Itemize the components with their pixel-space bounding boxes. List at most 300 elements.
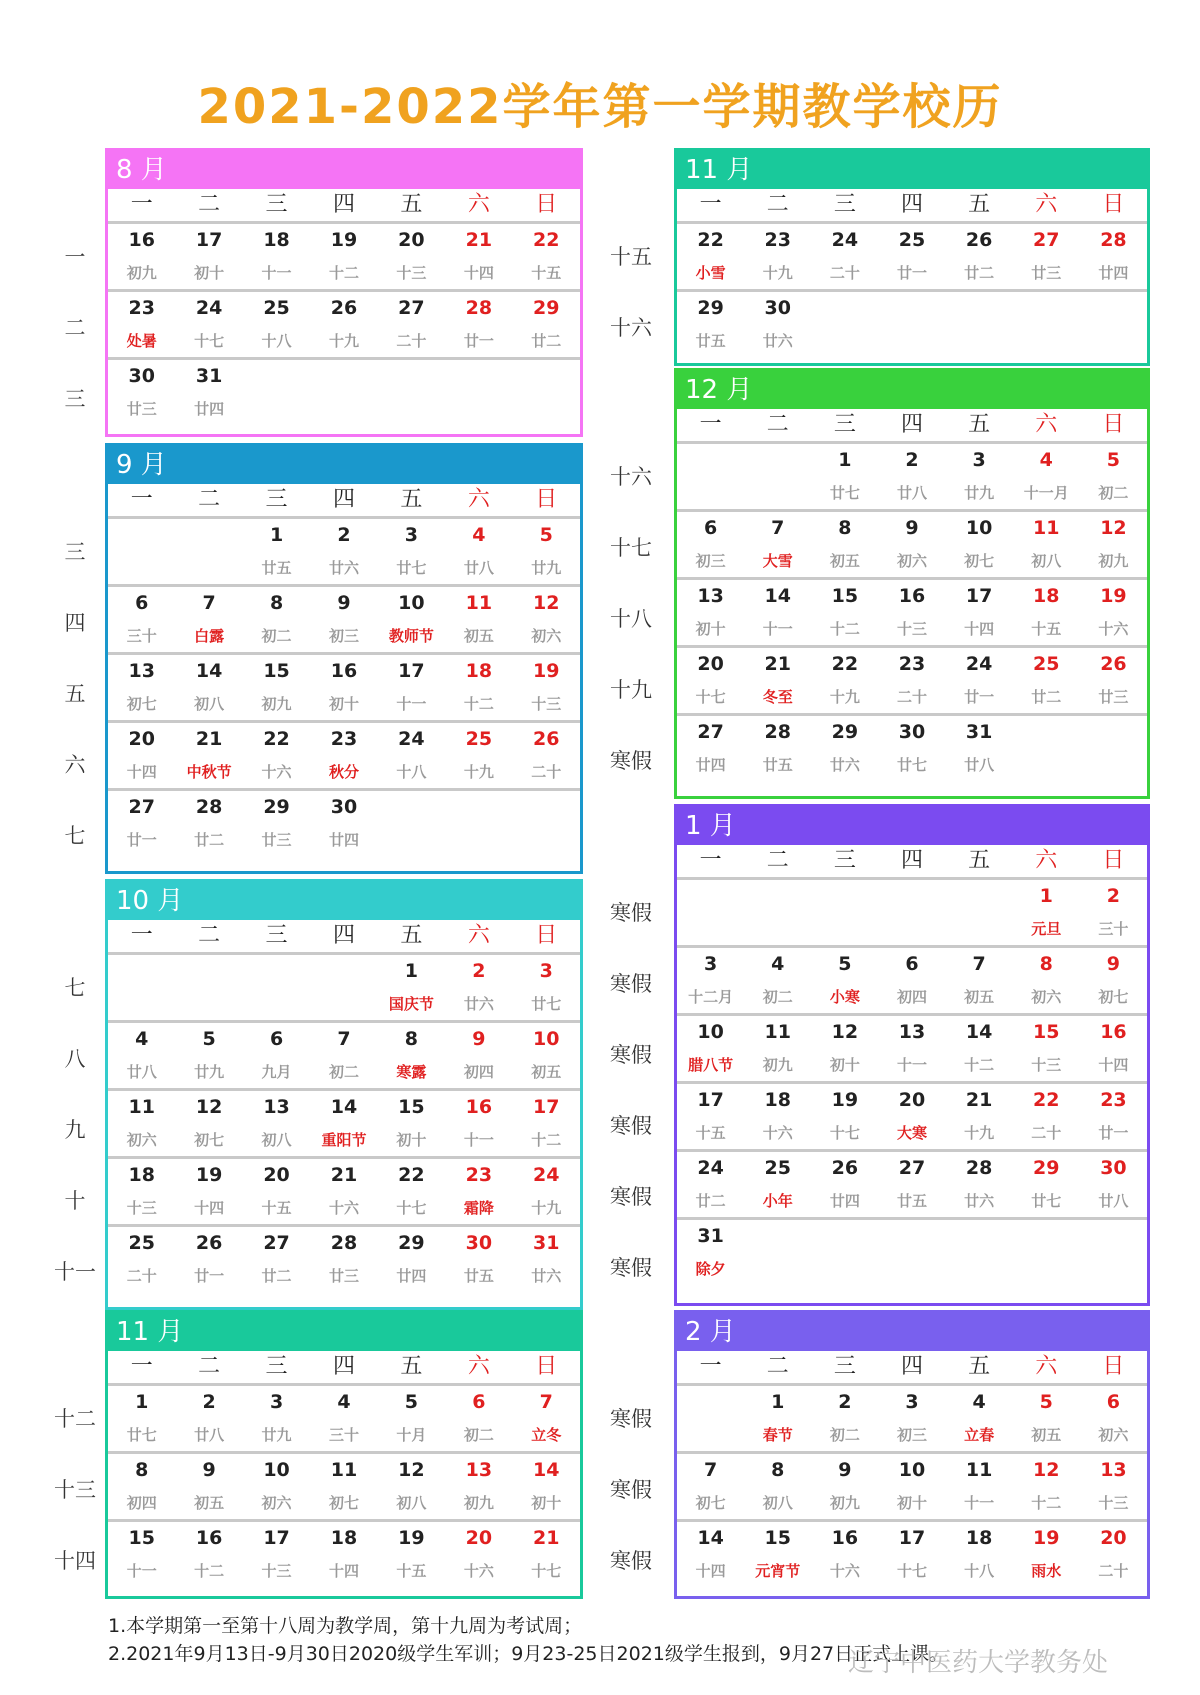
holiday-label: 春节 [762, 1426, 793, 1444]
lunar-date: 廿一 [126, 831, 157, 849]
teaching-week-label: 寒假 [610, 1184, 652, 1209]
teaching-week-label: 十四 [54, 1548, 96, 1573]
lunar-date: 廿三 [1098, 688, 1129, 706]
day-cell [1080, 224, 1147, 289]
day-cell [513, 1386, 580, 1451]
day-number: 20 [398, 229, 425, 251]
lunar-date: 廿六 [531, 1267, 562, 1285]
lunar-date: 廿六 [762, 332, 793, 350]
day-number: 18 [263, 229, 290, 251]
weekday-label: 三 [265, 487, 288, 512]
day-number: 14 [195, 660, 223, 682]
day-cell [677, 1220, 744, 1288]
day-cell [310, 1454, 377, 1519]
day-cell [1013, 948, 1080, 1013]
day-cell [243, 224, 310, 289]
footnotes [108, 1612, 948, 1668]
lunar-date: 廿三 [328, 1267, 359, 1285]
day-number: 19 [330, 229, 358, 251]
day-number: 24 [533, 1164, 560, 1186]
day-number: 18 [128, 1164, 155, 1186]
day-number: 20 [898, 1089, 926, 1111]
teaching-week-label: 寒假 [610, 1042, 652, 1067]
day-cell [513, 1227, 580, 1295]
lunar-date: 初九 [261, 695, 292, 713]
weekday-header-row [677, 1351, 1147, 1386]
week-row [108, 1386, 580, 1454]
lunar-date: 十三 [1031, 1056, 1062, 1074]
holiday-label: 除夕 [695, 1260, 726, 1278]
holiday-label: 小雪 [695, 264, 726, 282]
day-cell [243, 1227, 310, 1295]
teaching-week-label: 寒假 [610, 1406, 652, 1431]
day-number: 7 [771, 517, 785, 539]
holiday-label: 小寒 [829, 988, 860, 1006]
day-number: 18 [1033, 585, 1060, 607]
day-number: 26 [965, 229, 993, 251]
day-cell [108, 519, 175, 584]
day-cell [878, 880, 945, 945]
day-number: 12 [831, 1021, 859, 1043]
day-number: 25 [465, 728, 493, 750]
day-number: 31 [533, 1232, 560, 1254]
week-row [677, 292, 1147, 360]
day-cell [677, 880, 744, 945]
lunar-date: 初二 [328, 1063, 359, 1081]
holiday-label: 秋分 [328, 763, 359, 781]
week-row [677, 1454, 1147, 1522]
day-cell [108, 224, 175, 289]
day-cell [513, 723, 580, 788]
day-cell [445, 360, 512, 428]
teaching-week-label: 九 [64, 1117, 86, 1142]
day-cell [878, 648, 945, 713]
day-number: 9 [905, 517, 919, 539]
day-number: 25 [128, 1232, 155, 1254]
teaching-week-label: 一 [64, 244, 86, 269]
day-number: 11 [330, 1459, 358, 1481]
day-cell [310, 1159, 377, 1224]
day-number: 3 [703, 953, 718, 975]
lunar-date: 初九 [1098, 552, 1129, 570]
lunar-date: 十九 [964, 1124, 995, 1142]
lunar-date: 初八 [396, 1494, 427, 1512]
day-number: 2 [905, 449, 919, 471]
day-number: 29 [831, 721, 859, 743]
day-cell [811, 1454, 878, 1519]
lunar-date: 廿九 [964, 484, 995, 502]
day-cell [310, 955, 377, 1020]
day-number: 7 [972, 953, 986, 975]
lunar-date: 初七 [964, 552, 995, 570]
note-line-1: 1.本学期第一至第十八周为教学周，第十九周为考试周； [108, 1615, 583, 1637]
day-cell [378, 655, 445, 720]
day-cell [243, 1023, 310, 1088]
day-cell [744, 1220, 811, 1288]
lunar-date: 初七 [695, 1494, 726, 1512]
day-cell [513, 1454, 580, 1519]
weekday-label: 日 [535, 487, 558, 512]
lunar-date: 初十 [896, 1494, 927, 1512]
day-number: 10 [533, 1028, 560, 1050]
lunar-date: 十二 [1031, 1494, 1062, 1512]
day-number: 13 [697, 585, 724, 607]
weekday-label: 五 [400, 1354, 423, 1379]
lunar-date: 十一月 [1023, 484, 1069, 502]
weekday-label: 一 [699, 412, 722, 437]
lunar-date: 十九 [463, 763, 494, 781]
weekday-label: 四 [332, 1354, 355, 1379]
teaching-week-label: 寒假 [610, 1548, 652, 1573]
day-cell [946, 1016, 1013, 1081]
day-number: 30 [1100, 1157, 1127, 1179]
lunar-date: 十二 [328, 264, 359, 282]
day-cell [175, 360, 242, 428]
day-cell [878, 292, 945, 360]
day-number: 16 [330, 660, 358, 682]
day-cell [744, 292, 811, 360]
day-number: 29 [1033, 1157, 1060, 1179]
day-cell [310, 1227, 377, 1295]
day-cell [175, 224, 242, 289]
day-cell [878, 1220, 945, 1288]
day-cell [175, 655, 242, 720]
day-cell [108, 1454, 175, 1519]
day-cell [378, 1091, 445, 1156]
day-number: 23 [1100, 1089, 1127, 1111]
weekday-label: 日 [1102, 848, 1125, 873]
day-number: 8 [404, 1028, 419, 1050]
weekday-header-row [108, 484, 580, 519]
day-cell [243, 1454, 310, 1519]
day-cell [1080, 1522, 1147, 1590]
week-row [677, 512, 1147, 580]
day-number: 12 [1100, 517, 1127, 539]
teaching-week-label: 十八 [610, 606, 652, 631]
day-cell [1080, 1454, 1147, 1519]
day-number: 10 [965, 517, 993, 539]
weekday-header-row [108, 189, 580, 224]
day-cell [513, 292, 580, 357]
lunar-date: 廿八 [126, 1063, 157, 1081]
day-number: 22 [533, 229, 560, 251]
lunar-date: 十二月 [688, 988, 734, 1006]
lunar-date: 二十 [1031, 1124, 1062, 1142]
lunar-date: 初六 [1098, 1426, 1129, 1444]
day-cell [175, 1386, 242, 1451]
day-number: 8 [135, 1459, 149, 1481]
day-cell [744, 580, 811, 645]
day-cell [1013, 648, 1080, 713]
day-number: 3 [404, 524, 419, 546]
day-number: 25 [263, 297, 290, 319]
day-number: 30 [128, 365, 155, 387]
day-cell [744, 880, 811, 945]
lunar-date: 十二 [964, 1056, 995, 1074]
day-cell [946, 1152, 1013, 1217]
weekday-header-row [677, 189, 1147, 224]
day-number: 27 [697, 721, 724, 743]
weekday-label: 三 [265, 192, 288, 217]
day-number: 13 [898, 1021, 926, 1043]
day-cell [175, 955, 242, 1020]
day-cell [310, 224, 377, 289]
teaching-week-label: 十三 [54, 1477, 96, 1502]
weekday-label: 日 [1102, 1354, 1125, 1379]
week-row [677, 948, 1147, 1016]
day-cell [878, 1522, 945, 1590]
lunar-date: 廿二 [964, 264, 995, 282]
day-number: 19 [831, 1089, 859, 1111]
lunar-date: 廿四 [1098, 264, 1129, 282]
week-row [108, 655, 580, 723]
week-row [108, 1227, 580, 1295]
day-number: 23 [898, 653, 926, 675]
holiday-label: 白露 [194, 627, 225, 645]
teaching-week-label: 十一 [54, 1259, 96, 1284]
day-number: 17 [398, 660, 425, 682]
lunar-date: 廿六 [964, 1192, 995, 1210]
lunar-date: 十七 [396, 1199, 427, 1217]
day-number: 13 [263, 1096, 290, 1118]
lunar-date: 十七 [896, 1562, 927, 1580]
weekday-label: 六 [1035, 1354, 1058, 1379]
week-row [108, 955, 580, 1023]
day-cell [108, 587, 175, 652]
lunar-date: 二十 [829, 264, 860, 282]
day-number: 14 [764, 585, 791, 607]
day-cell [1013, 880, 1080, 945]
day-cell [946, 1386, 1013, 1451]
day-number: 31 [697, 1225, 724, 1247]
day-number: 28 [465, 297, 493, 319]
day-cell [1080, 1386, 1147, 1451]
week-row [677, 1084, 1147, 1152]
lunar-date: 十三 [896, 620, 927, 638]
weekday-label: 一 [699, 192, 722, 217]
lunar-date: 十五 [695, 1124, 726, 1142]
lunar-date: 十二 [463, 695, 494, 713]
day-cell [1080, 1220, 1147, 1288]
day-cell [175, 587, 242, 652]
lunar-date: 廿一 [896, 264, 927, 282]
day-cell [1013, 512, 1080, 577]
lunar-date: 廿七 [396, 559, 427, 577]
day-number: 1 [269, 524, 284, 546]
teaching-week-label: 五 [64, 681, 86, 706]
day-number: 15 [128, 1527, 155, 1549]
day-cell [513, 1023, 580, 1088]
day-cell [677, 1522, 744, 1590]
lunar-date: 廿三 [126, 400, 157, 418]
day-cell [108, 1386, 175, 1451]
weekday-label: 日 [1102, 192, 1125, 217]
lunar-date: 十一 [762, 620, 793, 638]
day-cell [811, 948, 878, 1013]
day-cell [378, 1227, 445, 1295]
day-number: 2 [472, 960, 486, 982]
lunar-date: 廿五 [762, 756, 793, 774]
day-cell [878, 716, 945, 784]
day-cell [378, 519, 445, 584]
holiday-label: 霜降 [463, 1199, 494, 1217]
teaching-week-label: 寒假 [610, 1255, 652, 1280]
weekday-label: 二 [766, 1354, 789, 1379]
lunar-date: 十四 [194, 1199, 225, 1217]
lunar-date: 十一 [463, 1131, 494, 1149]
lunar-date: 十一 [964, 1494, 995, 1512]
watermark: 辽宁中医药大学教务处 [848, 1648, 1109, 1678]
day-number: 10 [898, 1459, 926, 1481]
teaching-week-label: 寒假 [610, 1477, 652, 1502]
day-cell [811, 512, 878, 577]
day-cell [1080, 1016, 1147, 1081]
teaching-week-label: 寒假 [610, 971, 652, 996]
weekday-label: 二 [198, 1354, 221, 1379]
day-number: 19 [1033, 1527, 1060, 1549]
weekday-label: 四 [900, 1354, 923, 1379]
weekday-label: 日 [535, 1354, 558, 1379]
month-block [105, 1310, 583, 1599]
day-cell [175, 292, 242, 357]
day-number: 22 [697, 229, 724, 251]
day-number: 9 [337, 592, 351, 614]
day-cell [108, 723, 175, 788]
day-cell [108, 360, 175, 428]
day-number: 19 [533, 660, 560, 682]
day-cell [310, 655, 377, 720]
lunar-date: 十九 [328, 332, 359, 350]
day-number: 7 [337, 1028, 351, 1050]
day-number: 6 [703, 517, 718, 539]
day-cell [108, 1522, 175, 1590]
day-cell [1013, 1084, 1080, 1149]
day-cell [878, 224, 945, 289]
week-row [108, 1023, 580, 1091]
lunar-date: 十七 [695, 688, 726, 706]
day-number: 23 [330, 728, 358, 750]
day-cell [1080, 648, 1147, 713]
day-number: 23 [128, 297, 155, 319]
day-number: 30 [898, 721, 926, 743]
holiday-label: 小年 [762, 1192, 793, 1210]
day-number: 21 [533, 1527, 560, 1549]
month-block [105, 148, 583, 437]
week-row [677, 1152, 1147, 1220]
month-header: 8 月 [108, 151, 580, 189]
lunar-date: 十三 [531, 695, 562, 713]
day-cell [445, 1454, 512, 1519]
lunar-date: 十六 [328, 1199, 359, 1217]
holiday-label: 雨水 [1031, 1562, 1062, 1580]
day-cell [310, 723, 377, 788]
lunar-date: 十二 [194, 1562, 225, 1580]
teaching-week-label: 七 [64, 823, 86, 848]
day-cell [108, 1159, 175, 1224]
teaching-week-label: 十五 [610, 244, 652, 269]
lunar-date: 十六 [463, 1562, 494, 1580]
day-number: 8 [1039, 953, 1053, 975]
day-number: 3 [905, 1391, 919, 1413]
day-number: 10 [398, 592, 425, 614]
day-number: 15 [263, 660, 290, 682]
lunar-date: 廿五 [463, 1267, 494, 1285]
lunar-date: 初十 [531, 1494, 562, 1512]
day-cell [677, 648, 744, 713]
day-cell [310, 587, 377, 652]
lunar-date: 廿二 [531, 332, 562, 350]
lunar-date: 十九 [829, 688, 860, 706]
weekday-label: 二 [198, 192, 221, 217]
week-row [677, 1522, 1147, 1590]
day-number: 20 [697, 653, 724, 675]
day-cell [175, 723, 242, 788]
lunar-date: 廿八 [896, 484, 927, 502]
lunar-date: 二十 [896, 688, 927, 706]
day-cell [243, 1522, 310, 1590]
day-cell [1013, 1386, 1080, 1451]
day-cell [513, 1522, 580, 1590]
day-number: 28 [965, 1157, 993, 1179]
day-cell [946, 1220, 1013, 1288]
lunar-date: 初十 [695, 620, 726, 638]
day-number: 12 [1033, 1459, 1060, 1481]
day-cell [878, 512, 945, 577]
weekday-label: 五 [968, 412, 991, 437]
weekday-label: 三 [833, 1354, 856, 1379]
day-cell [1080, 948, 1147, 1013]
day-cell [445, 292, 512, 357]
day-cell [1013, 292, 1080, 360]
weekday-label: 五 [400, 923, 423, 948]
day-cell [243, 655, 310, 720]
day-cell [513, 955, 580, 1020]
weekday-label: 一 [130, 487, 153, 512]
day-number: 24 [831, 229, 859, 251]
day-cell [310, 519, 377, 584]
day-cell [243, 360, 310, 428]
weekday-label: 六 [1035, 848, 1058, 873]
lunar-date: 廿二 [695, 1192, 726, 1210]
day-cell [378, 1023, 445, 1088]
day-number: 16 [128, 229, 155, 251]
lunar-date: 廿一 [194, 1267, 225, 1285]
weekday-label: 三 [833, 848, 856, 873]
day-number: 13 [465, 1459, 493, 1481]
lunar-date: 廿七 [1031, 1192, 1062, 1210]
day-cell [108, 292, 175, 357]
day-number: 9 [838, 1459, 852, 1481]
day-cell [1013, 444, 1080, 509]
day-number: 3 [972, 449, 986, 471]
day-number: 28 [764, 721, 791, 743]
weekday-label: 六 [1035, 412, 1058, 437]
day-cell [878, 1386, 945, 1451]
day-cell [1080, 1152, 1147, 1217]
day-number: 24 [697, 1157, 724, 1179]
lunar-date: 初九 [463, 1494, 494, 1512]
day-number: 21 [764, 653, 791, 675]
day-number: 16 [1100, 1021, 1127, 1043]
day-cell [946, 580, 1013, 645]
day-cell [175, 791, 242, 859]
day-number: 5 [539, 524, 553, 546]
weekday-label: 二 [766, 848, 789, 873]
day-number: 10 [263, 1459, 290, 1481]
day-number: 10 [697, 1021, 724, 1043]
day-number: 29 [533, 297, 560, 319]
day-number: 12 [533, 592, 560, 614]
